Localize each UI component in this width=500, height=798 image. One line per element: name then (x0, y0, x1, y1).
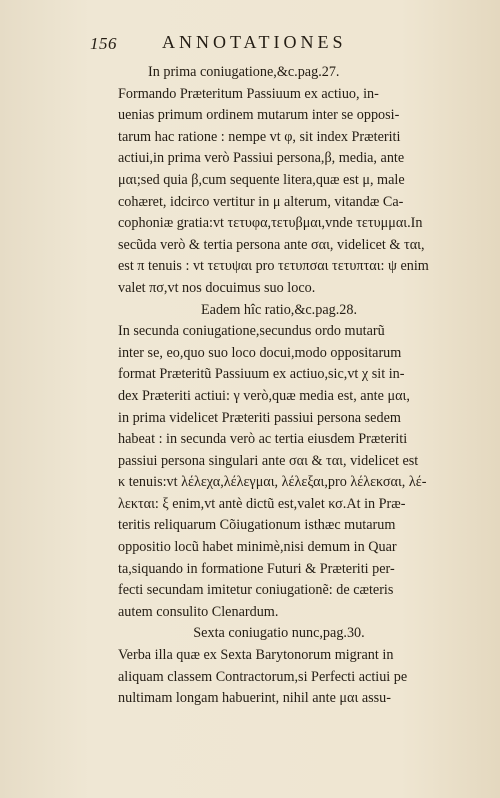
text-line: teritis reliquarum Cõiugationum isthæc mutarum (118, 517, 396, 534)
running-head: ANNOTATIONES (162, 32, 347, 52)
text-line: in prima videlicet Præteriti passiui persona sedem (118, 409, 401, 426)
section-heading: In prima coniugatione,&c.pag.27. (148, 64, 340, 80)
text-line: In secunda coniugatione,secundus ordo mutarũ (118, 323, 385, 340)
text-line: habeat : in secunda verò ac tertia eiusdem Præteriti (118, 431, 408, 448)
text-line: Verba illa quæ ex Sexta Barytonorum migrant in (118, 647, 394, 664)
text-line: inter se, eo,quo suo loco docui,modo oppositarum (118, 344, 402, 361)
text-line: λεκται: ξ enim,vt antè dictũ est,valet κσ.At in Præ- (118, 495, 406, 512)
text-line: κ tenuis:vt λέλεχα,λέλεγμαι, λέλεξαι,pro λέλεκσαι, λέ- (118, 474, 427, 491)
page-header (90, 32, 390, 54)
text-line: dex Præteriti actiui: γ verò,quæ media est, ante μαι, (118, 387, 410, 404)
text-line: fecti secundam imitetur coniugationẽ: de cæteris (118, 582, 394, 599)
text-line: ta,siquando in formatione Futuri & Præteriti per- (118, 560, 395, 577)
text-line: cohæret, idcirco vertitur in μ alterum, vitandæ Ca- (118, 193, 404, 210)
text-line: actiui,in prima verò Passiui persona,β, media, ante (118, 150, 405, 167)
text-line: format Præteritũ Passiuum ex actiuo,sic,vt χ sit in- (118, 366, 405, 383)
text-line: tarum hac ratione : nempe vt φ, sit index Præteriti (118, 128, 401, 145)
text-line: cophoniæ gratia:vt τετυφα,τετυβμαι,vnde τετυμμαι.In (118, 215, 423, 232)
text-line: uenias primum ordinem mutarum inter se opposi- (118, 107, 400, 124)
text-line: autem consulito Clenardum. (118, 603, 279, 620)
text-line: est π tenuis : vt τετυψαι pro τετυπσαι τετυπται: ψ enim (118, 258, 429, 275)
section-heading: Eadem hîc ratio,&c.pag.28. (200, 301, 357, 318)
text-line: secũda verò & tertia persona ante σαι, videlicet & ται, (118, 236, 425, 253)
page-number: 156 (90, 34, 117, 53)
text-line: oppositio locũ habet minimè,nisi demum in Quar (118, 539, 397, 556)
section-heading: Sexta coniugatio nunc,pag.30. (193, 625, 365, 642)
text-line: μαι;sed quia β,cum sequente litera,quæ est μ, male (118, 171, 405, 188)
text-line: passiui persona singulari ante σαι & ται, videlicet est (118, 452, 419, 469)
text-line: Formando Præteritum Passiuum ex actiuo, in- (118, 85, 379, 102)
text-line: aliquam classem Contractorum,si Perfecti actiui pe (118, 668, 408, 685)
text-line: valet πσ,vt nos docuimus suo loco. (118, 279, 316, 296)
text-line: nultimam longam habuerint, nihil ante μαι assu- (118, 690, 391, 707)
body-text (118, 62, 440, 710)
